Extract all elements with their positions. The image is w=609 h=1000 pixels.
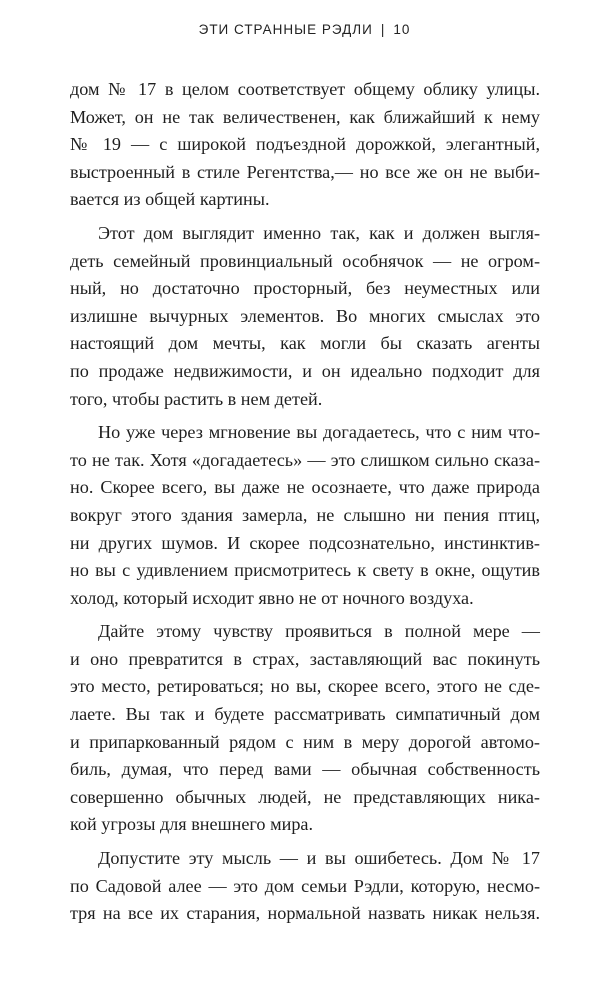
- paragraph: [70, 845, 540, 928]
- text-line: выстроенный в стиле Регентства,— но все же он не выби-: [70, 161, 540, 182]
- text-line: по продаже недвижимости, и он идеально подходит для: [70, 360, 540, 381]
- text-line: настоящий дом мечты, как могли бы сказать агенты: [70, 333, 540, 354]
- text-line: и оно превратится в страх, заставляющий вас покинуть: [70, 648, 540, 669]
- text-line: лаете. Вы так и будете рассматривать симпатичный дом: [70, 704, 540, 725]
- text-line: того, чтобы растить в нем детей.: [70, 388, 323, 409]
- paragraph: [70, 76, 540, 214]
- text-line: Этот дом выглядит именно так, как и должен выгля-: [98, 222, 540, 243]
- text-line: излишне вычурных элементов. Во многих смыслах это: [70, 305, 540, 326]
- text-line: по Садовой алее — это дом семьи Рэдли, которую, несмо-: [70, 875, 540, 896]
- text-line: и припаркованный рядом с ним в меру дорогой автомо-: [70, 731, 540, 752]
- body-text: [70, 76, 540, 928]
- text-line: ный, но достаточно просторный, без неуместных или: [70, 278, 540, 299]
- text-line: но вы с удивлением присмотритесь к свету в окне, ощутив: [70, 560, 540, 581]
- text-line: ни других шумов. И скорее подсознательно, инстинктив-: [70, 532, 540, 553]
- header-separator: |: [380, 22, 386, 37]
- text-line: Но уже через мгновение вы догадаетесь, что с ним что-: [98, 422, 540, 443]
- text-line: биль, думая, что перед вами — обычная собственность: [70, 759, 540, 780]
- text-line: вокруг этого здания замерла, не слышно ни пения птиц,: [70, 504, 540, 525]
- text-line: вается из общей картины.: [70, 189, 270, 210]
- paragraph: [70, 618, 540, 839]
- text-line: тря на все их старания, нормальной назвать никак нельзя.: [70, 903, 540, 924]
- text-line: холод, который исходит явно не от ночного воздуха.: [70, 587, 474, 608]
- text-line: Допустите эту мысль — и вы ошибетесь. Дом № 17: [98, 848, 540, 869]
- text-line: совершенно обычных людей, не представляющих ника-: [70, 786, 540, 807]
- page-number: 10: [393, 22, 411, 37]
- paragraph: [70, 220, 540, 413]
- text-line: но. Скорее всего, вы даже не осознаете, что даже природа: [70, 477, 540, 498]
- book-title: ЭТИ СТРАННЫЕ РЭДЛИ: [198, 22, 373, 37]
- text-line: это место, ретироваться; но вы, скорее всего, этого не сде-: [70, 676, 540, 697]
- running-header: [0, 22, 609, 37]
- text-line: Может, он не так величественен, как ближайший к нему: [70, 106, 540, 127]
- text-line: кой угрозы для внешнего мира.: [70, 814, 314, 835]
- text-line: № 19 — с широкой подъездной дорожкой, элегантный,: [70, 134, 540, 155]
- paragraph: [70, 419, 540, 612]
- text-line: Дайте этому чувству проявиться в полной мере —: [98, 621, 540, 642]
- text-line: дом № 17 в целом соответствует общему облику улицы.: [70, 79, 540, 99]
- text-line: деть семейный провинциальный особнячок — не огром-: [70, 250, 540, 271]
- text-line: то не так. Хотя «догадаетесь» — это слишком сильно сказа-: [70, 449, 540, 470]
